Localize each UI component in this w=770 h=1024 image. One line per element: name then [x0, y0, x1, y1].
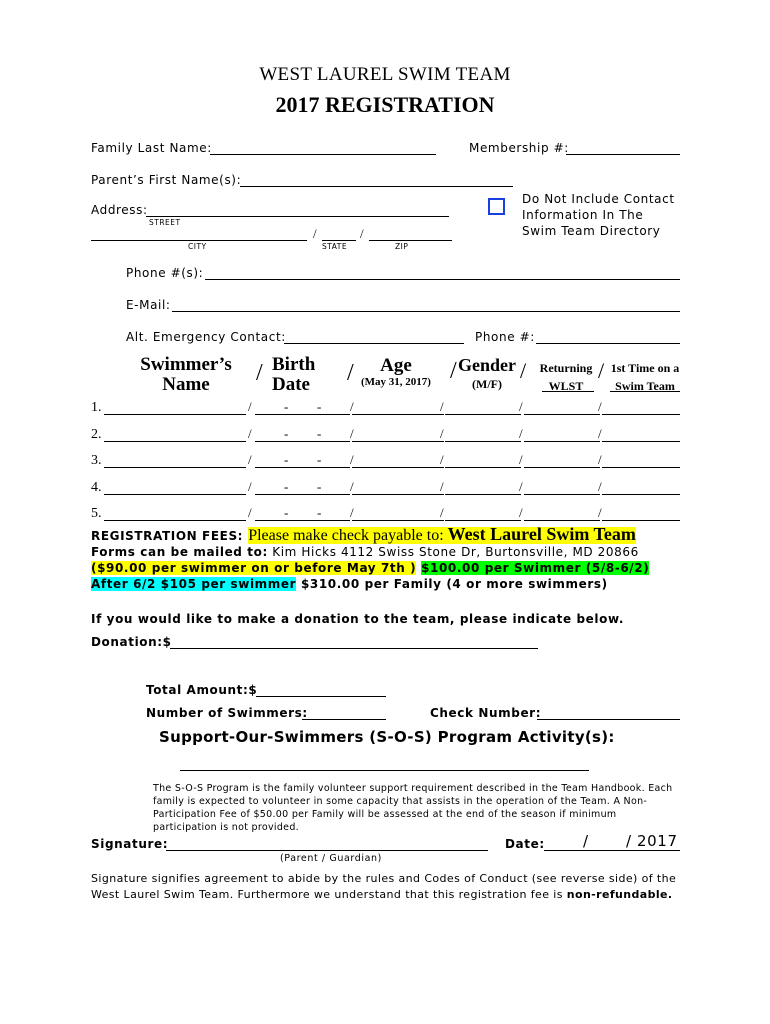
title-line2: 2017 REGISTRATION	[275, 92, 495, 117]
birth-date-field[interactable]	[255, 441, 350, 442]
family-rate: $310.00 per Family (4 or more swimmers)	[300, 577, 608, 591]
swimmer-name-field[interactable]	[104, 494, 246, 495]
alt-phone-field[interactable]	[536, 343, 680, 344]
late-rate: After 6/2 $105 per swimmer	[91, 577, 297, 591]
gender-field[interactable]	[445, 520, 521, 521]
city-caption: CITY	[188, 242, 207, 251]
swimmer-row-number: 4.	[91, 480, 102, 495]
row-separator: /	[519, 505, 523, 520]
fees-line	[91, 524, 636, 545]
header-slash: /	[598, 358, 605, 383]
row-separator: /	[440, 399, 444, 414]
age-field[interactable]	[352, 414, 444, 415]
email-label: E-Mail:	[126, 298, 171, 312]
date-slash: /	[583, 832, 589, 850]
state-caption: STATE	[322, 242, 348, 251]
returning-field[interactable]	[524, 414, 600, 415]
age-field[interactable]	[352, 467, 444, 468]
row-separator: /	[598, 452, 602, 467]
sos-heading: Support-Our-Swimmers (S-O-S) Program Activity(s):	[159, 728, 615, 746]
header-gender: Gender (M/F)	[458, 355, 516, 391]
returning-field[interactable]	[524, 494, 600, 495]
row-separator: /	[350, 399, 354, 414]
family-last-name-field[interactable]	[210, 154, 436, 155]
address-slash: /	[360, 226, 364, 241]
row-separator: -	[284, 479, 289, 494]
directory-optout-checkbox[interactable]	[488, 198, 505, 215]
first-time-field[interactable]	[602, 520, 680, 521]
birth-date-field[interactable]	[255, 467, 350, 468]
phone-field[interactable]	[205, 279, 680, 280]
first-time-field[interactable]	[602, 414, 680, 415]
sos-description: The S-O-S Program is the family volunteer support requirement described in the Team Handbook. Each family is expected to volunteer in some capacity that assists in the operation of the Team. A Non-Participation Fee of $50.00 per Family will be assessed at the end of the season if minimum participation is not provided.	[153, 783, 673, 833]
header-swimmer-name: Swimmer’s Name	[140, 354, 232, 395]
early-rate: ($90.00 per swimmer on or before May 7th )	[91, 561, 417, 575]
header-slash: /	[520, 358, 527, 383]
row-separator: -	[284, 399, 289, 414]
date-field[interactable]	[544, 850, 680, 851]
check-number-field[interactable]	[537, 719, 680, 720]
total-amount-label: Total Amount:$	[146, 683, 258, 697]
birth-date-field[interactable]	[255, 414, 350, 415]
row-separator: /	[598, 426, 602, 441]
row-separator: /	[248, 399, 252, 414]
swimmer-row-number: 2.	[91, 427, 102, 442]
date-year: / 2017	[626, 832, 678, 850]
alt-contact-label: Alt. Emergency Contact:	[126, 330, 286, 344]
swimmer-name-field[interactable]	[104, 467, 246, 468]
phone-label: Phone #(s):	[126, 266, 204, 280]
signature-label: Signature:	[91, 837, 169, 851]
directory-optout-label: Do Not Include Contact Information In The Swim Team Directory	[522, 192, 675, 238]
zip-caption: ZIP	[395, 242, 409, 251]
row-separator: /	[248, 479, 252, 494]
alt-contact-field[interactable]	[284, 343, 464, 344]
first-time-field[interactable]	[602, 441, 680, 442]
age-field[interactable]	[352, 441, 444, 442]
row-separator: /	[519, 452, 523, 467]
row-separator: /	[440, 426, 444, 441]
row-separator: /	[248, 505, 252, 520]
donation-prompt: If you would like to make a donation to the team, please indicate below.	[91, 612, 625, 626]
late-line	[91, 577, 608, 591]
row-separator: /	[598, 479, 602, 494]
alt-phone-label: Phone #:	[475, 330, 535, 344]
header-age: Age (May 31, 2017)	[361, 355, 431, 388]
header-slash: /	[347, 360, 354, 386]
row-separator: /	[350, 479, 354, 494]
returning-field[interactable]	[524, 467, 600, 468]
row-separator: /	[440, 505, 444, 520]
header-underline	[542, 391, 594, 392]
row-separator: /	[248, 452, 252, 467]
parent-names-field[interactable]	[240, 186, 513, 187]
signature-field[interactable]	[166, 850, 488, 851]
header-underline	[610, 391, 680, 392]
parent-names-label: Parent’s First Name(s):	[91, 173, 242, 187]
row-separator: /	[350, 505, 354, 520]
age-field[interactable]	[352, 520, 444, 521]
city-field[interactable]	[91, 240, 307, 241]
header-returning: Returning WLST	[539, 361, 593, 393]
row-separator: -	[284, 505, 289, 520]
date-label: Date:	[505, 837, 545, 851]
signature-sublabel: (Parent / Guardian)	[280, 853, 382, 864]
swimmer-row-number: 1.	[91, 400, 102, 415]
street-caption: STREET	[149, 218, 181, 227]
membership-label: Membership #:	[469, 141, 569, 155]
num-swimmers-field[interactable]	[302, 719, 386, 720]
zip-field[interactable]	[369, 240, 452, 241]
check-number-label: Check Number:	[430, 706, 542, 720]
row-separator: /	[519, 399, 523, 414]
row-separator: /	[350, 426, 354, 441]
birth-date-field[interactable]	[255, 494, 350, 495]
swimmer-row	[0, 480, 770, 500]
fees-label: REGISTRATION FEES:	[91, 529, 244, 543]
swimmer-row	[0, 453, 770, 473]
swimmer-name-field[interactable]	[104, 520, 246, 521]
email-field[interactable]	[172, 311, 680, 312]
row-separator: /	[248, 426, 252, 441]
family-last-name-label: Family Last Name:	[91, 141, 212, 155]
returning-field[interactable]	[524, 520, 600, 521]
header-first-time: 1st Time on a Swim Team	[610, 361, 680, 393]
row-separator: /	[598, 505, 602, 520]
swimmer-row	[0, 427, 770, 447]
age-field[interactable]	[352, 494, 444, 495]
birth-date-field[interactable]	[255, 520, 350, 521]
returning-field[interactable]	[524, 441, 600, 442]
total-amount-field[interactable]	[256, 696, 386, 697]
row-separator: -	[284, 452, 289, 467]
swimmer-row	[0, 506, 770, 526]
title-line1: WEST LAUREL SWIM TEAM	[259, 64, 511, 85]
gender-field[interactable]	[445, 414, 521, 415]
row-separator: /	[440, 479, 444, 494]
gender-field[interactable]	[445, 441, 521, 442]
row-separator: -	[317, 479, 322, 494]
row-separator: -	[317, 452, 322, 467]
sos-activity-field[interactable]	[180, 770, 589, 771]
swimmer-row-number: 3.	[91, 453, 102, 468]
row-separator: -	[317, 399, 322, 414]
fees-payable: Please make check payable to: West Laurel Swim Team	[248, 524, 636, 544]
first-time-field[interactable]	[602, 467, 680, 468]
row-separator: /	[519, 426, 523, 441]
membership-field[interactable]	[566, 154, 680, 155]
row-separator: -	[317, 505, 322, 520]
header-slash: /	[450, 358, 457, 384]
first-time-field[interactable]	[602, 494, 680, 495]
swimmer-row-number: 5.	[91, 506, 102, 521]
donation-field[interactable]	[170, 648, 538, 649]
row-separator: /	[519, 479, 523, 494]
state-field[interactable]	[322, 240, 356, 241]
row-separator: -	[317, 426, 322, 441]
row-separator: /	[598, 399, 602, 414]
swimmer-row	[0, 400, 770, 420]
row-separator: -	[284, 426, 289, 441]
gender-field[interactable]	[445, 494, 521, 495]
row-separator: /	[350, 452, 354, 467]
rates-line	[91, 561, 649, 575]
mail-line: Forms can be mailed to: Kim Hicks 4112 Swiss Stone Dr, Burtonsville, MD 20866	[91, 545, 639, 559]
donation-label: Donation:$	[91, 635, 172, 649]
swimmer-name-field[interactable]	[104, 414, 246, 415]
address-label: Address:	[91, 203, 148, 217]
agreement-text: Signature signifies agreement to abide by the rules and Codes of Conduct (see reverse side) of the West Laurel Swim Team. Furthermore we understand that this registration fee is non-refundable.	[91, 872, 677, 901]
gender-field[interactable]	[445, 467, 521, 468]
header-slash: /	[256, 360, 263, 386]
num-swimmers-label: Number of Swimmers:	[146, 706, 308, 720]
regular-rate: $100.00 per Swimmer (5/8-6/2)	[421, 561, 650, 575]
header-birth-date: Birth Date	[272, 354, 316, 395]
street-field[interactable]	[146, 216, 449, 217]
swimmer-name-field[interactable]	[104, 441, 246, 442]
row-separator: /	[440, 452, 444, 467]
address-slash: /	[313, 226, 317, 241]
